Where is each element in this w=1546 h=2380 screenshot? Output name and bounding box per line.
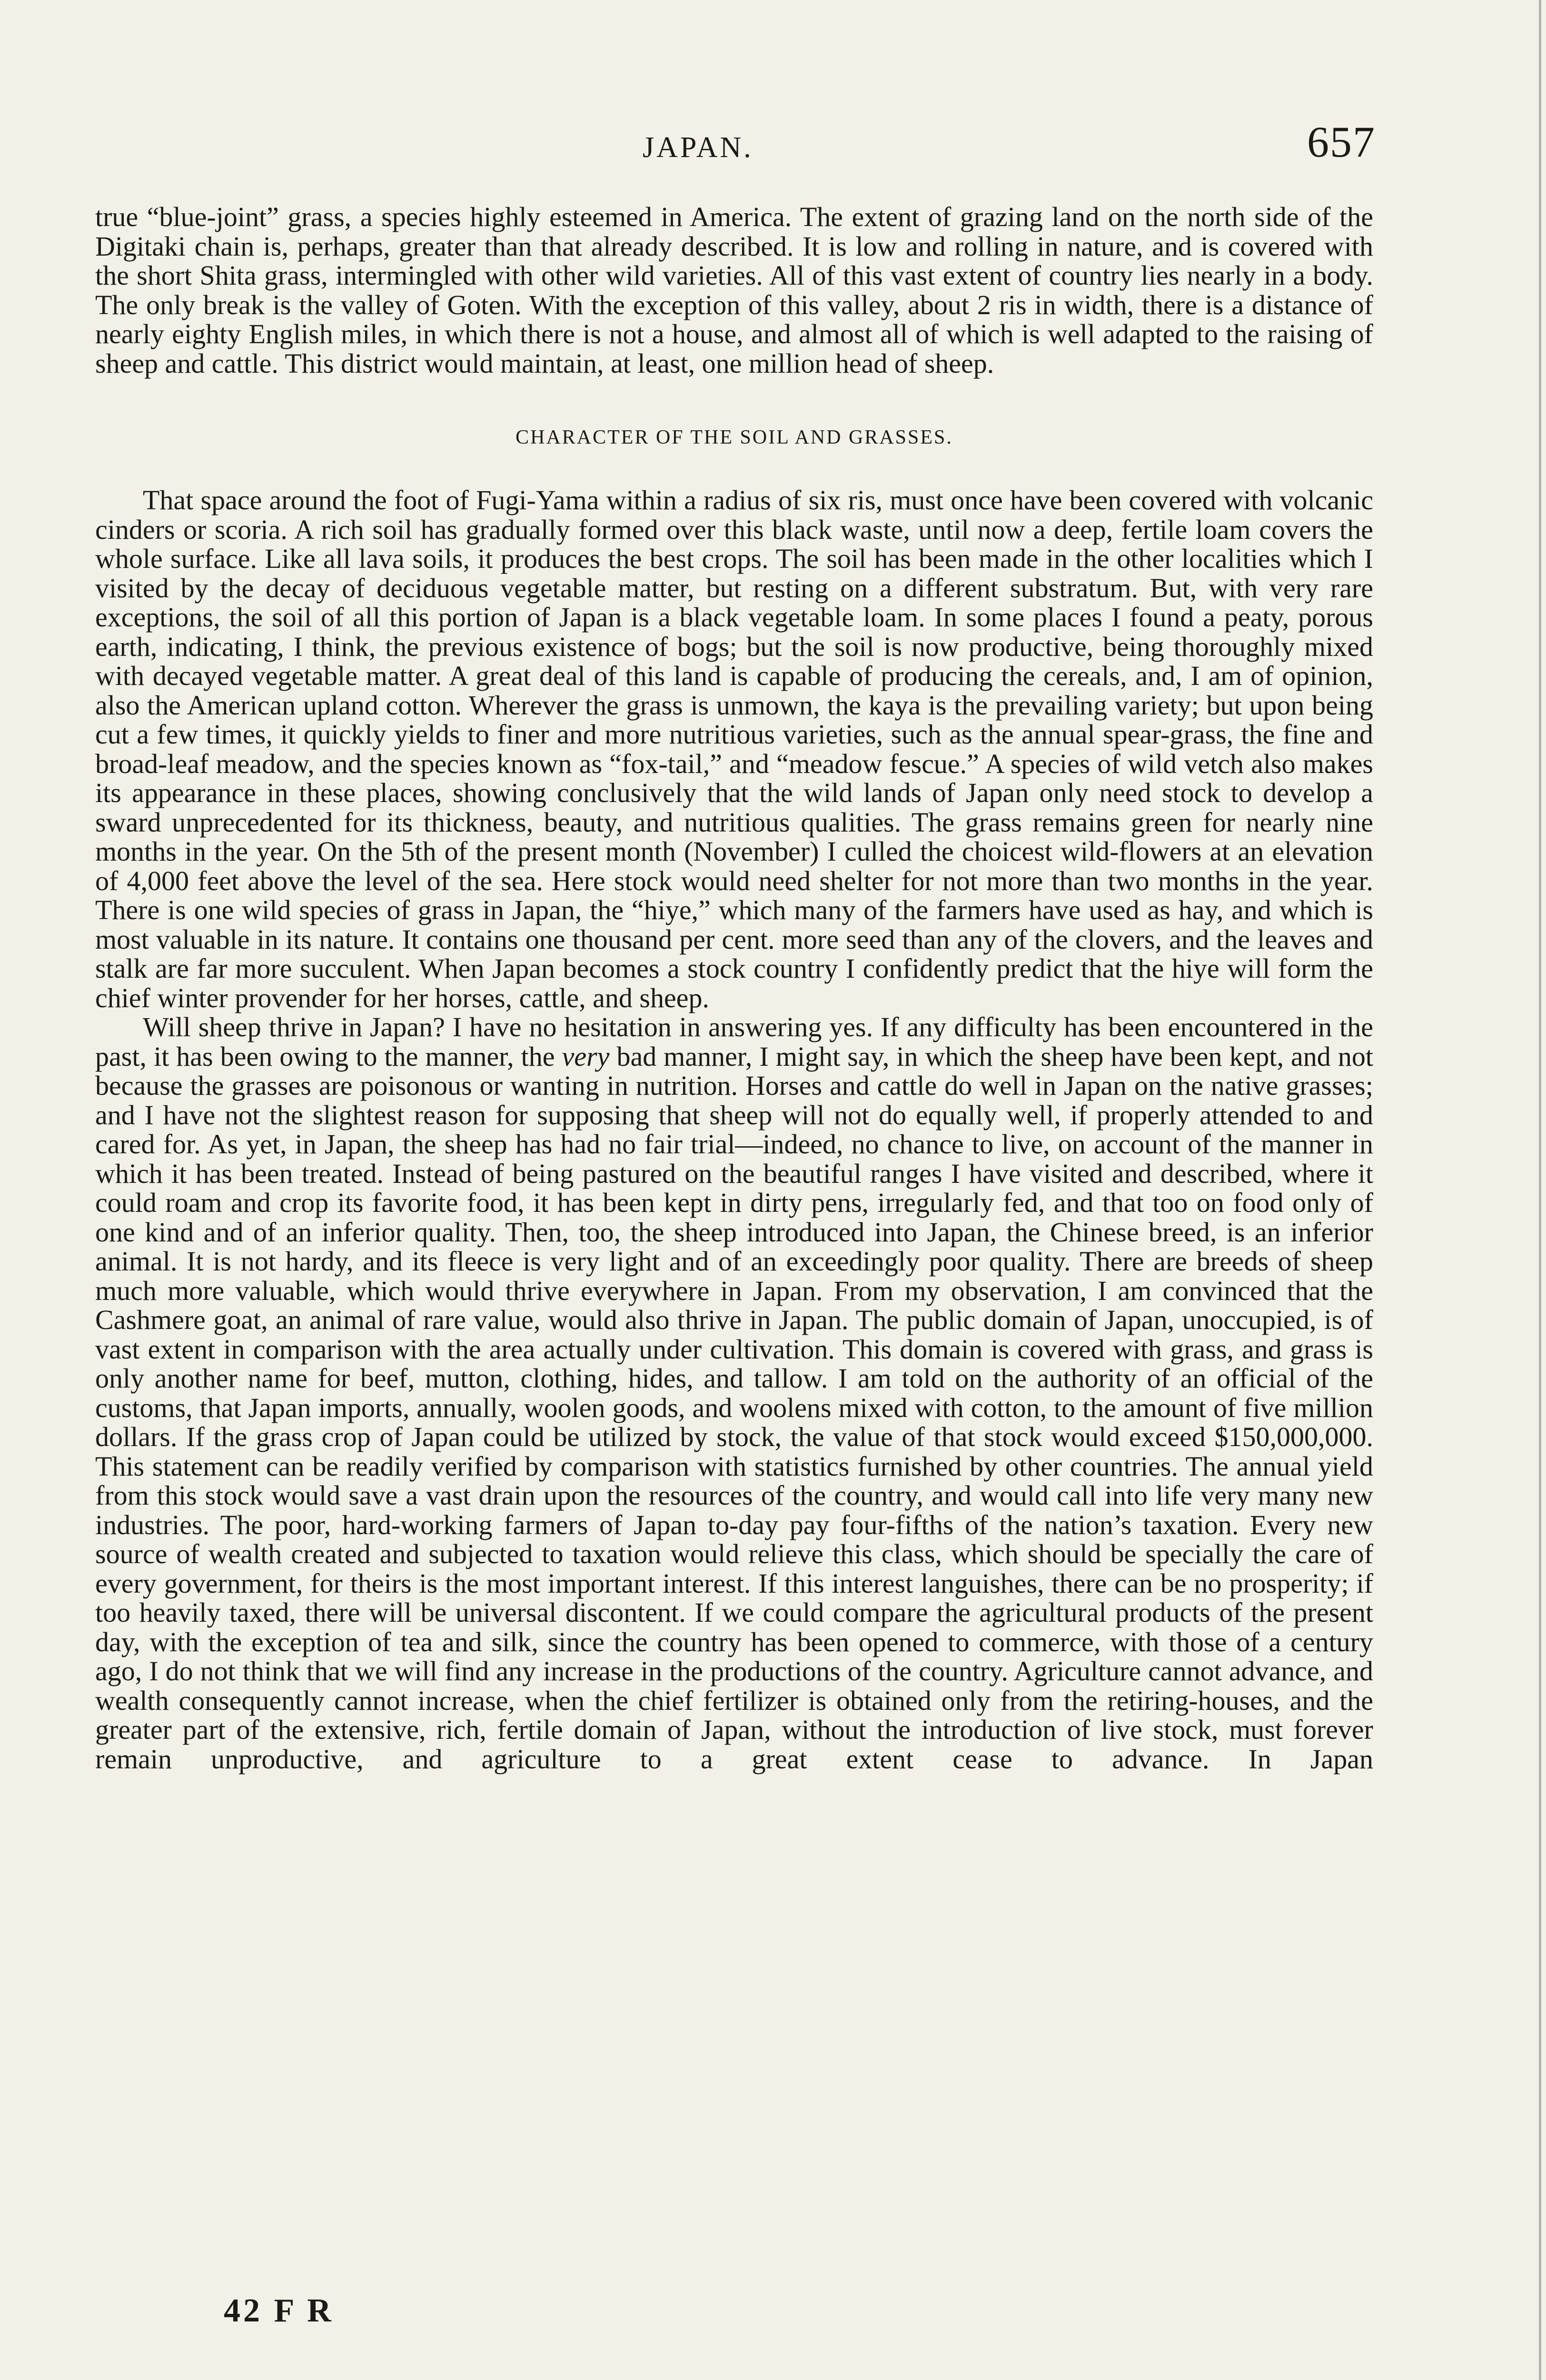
- paragraph-grazing-land: true “blue-joint” grass, a species highly esteemed in America. The extent of grazing land on the north side of the Digitaki chain is, perhaps, greater than that already described. It is low and rolling in nature, and is covered with the short Shita grass, intermingled with other wild varieties. All of this vast extent of country lies nearly in a body. The only break is the valley of Goten. With the exception of this valley, about 2 ris in width, there is a distance of nearly eighty English miles, in which there is not a house, and almost all of which is well adapted to the raising of sheep and cattle. This district would maintain, at least, one million head of sheep.: [95, 201, 1373, 379]
- section-heading: CHARACTER OF THE SOIL AND GRASSES.: [515, 426, 953, 448]
- paragraph-sheep-text-end: bad manner, I might say, in which the sheep have been kept, and not because the grasses are poisonous or wanting in nutrition. Horses and cattle do well in Japan on the native grasses; and I have not the slightest reason for supposing that sheep will not do equally well, if properly attended to and cared for. As yet, in Japan, the sheep has had no fair trial—indeed, no chance to live, on account of the manner in which it has been treated. Instead of being pastured on the beautiful ranges I have visited and described, where it could roam and crop its favorite food, it has been kept in dirty pens, irregularly fed, and that too on food only of one kind and of an inferior quality. Then, too, the sheep introduced into Japan, the Chinese breed, is an inferior animal. It is not hardy, and its fleece is very light and of an exceedingly poor quality. There are breeds of sheep much more valuable, which would thrive everywhere in Japan. From my observation, I am convinced that the Cashmere goat, an animal of rare value, would also thrive in Japan. The public domain of Japan, unoccupied, is of vast extent in comparison with the area actually under cultivation. This domain is covered with grass, and grass is only another name for beef, mutton, clothing, hides, and tallow. I am told on the authority of an official of the customs, that Japan imports, annually, woolen goods, and woolens mixed with cotton, to the amount of five million dollars. If the grass crop of Japan could be utilized by stock, the value of that stock would exceed $150,000,000. This statement can be readily verified by comparison with statistics furnished by other countries. The annual yield from this stock would save a vast drain upon the resources of the country, and would call into life very many new industries. The poor, hard-working farmers of Japan to-day pay four-fifths of the nation’s taxation. Every new source of wealth created and subjected to taxation would relieve this class, which should be specially the care of every government, for theirs is the most important interest. If this interest languishes, there can be no prosperity; if too heavily taxed, there will be universal discontent. If we could compare the agricultural products of the present day, with the exception of tea and silk, since the country has been opened to commerce, with those of a century ago, I do not think that we will find any increase in the productions of the country. Agriculture cannot advance, and wealth consequently cannot increase, when the chief fertilizer is obtained only from the retiring-houses, and the greater part of the extensive, rich, fertile domain of Japan, without the introduction of live stock, must forever remain unproductive, and agriculture to a great extent cease to advance. In Japan: [95, 1041, 1373, 1775]
- paragraph-soil-and-grasses: That space around the foot of Fugi-Yama within a radius of six ris, must once have been covered with volcanic cinders or scoria. A rich soil has gradually formed over this black waste, until now a deep, fertile loam covers the whole surface. Like all lava soils, it produces the best crops. The soil has been made in the other localities which I visited by the decay of deciduous vegetable matter, but resting on a different substratum. But, with very rare exceptions, the soil of all this portion of Japan is a black vegetable loam. In some places I found a peaty, porous earth, indicating, I think, the previous existence of bogs; but the soil is now productive, being thoroughly mixed with decayed vegetable matter. A great deal of this land is capable of producing the cereals, and, I am of opinion, also the American upland cotton. Wherever the grass is unmown, the kaya is the prevailing variety; but upon being cut a few times, it quickly yields to finer and more nutritious varieties, such as the annual spear-grass, the fine and broad-leaf meadow, and the species known as “fox-tail,” and “meadow fescue.” A species of wild vetch also makes its appearance in these places, showing conclusively that the wild lands of Japan only need stock to develop a sward unprecedented for its thickness, beauty, and nutritious qualities. The grass remains green for nearly nine months in the year. On the 5th of the present month (November) I culled the choicest wild-flowers at an elevation of 4,000 feet above the level of the sea. Here stock would need shelter for not more than two months in the year. There is one wild species of grass in Japan, the “hiye,” which many of the farmers have used as hay, and which is most valuable in its nature. It contains one thousand per cent. more seed than any of the clovers, and the leaves and stalk are far more succulent. When Japan becomes a stock country I confidently predict that the hiye will form the chief winter provender for her horses, cattle, and sheep.: [95, 485, 1373, 1013]
- page-edge-rule: [1539, 0, 1541, 2380]
- printer-signature-mark: 42 F R: [224, 2292, 334, 2329]
- running-title: JAPAN.: [643, 131, 753, 164]
- page-number: 657: [1307, 118, 1376, 166]
- paragraph-sheep-in-japan: [95, 1012, 1373, 1774]
- paragraph-sheep-text-start: Will sheep thrive in Japan? I have no hesitation in answering yes. If any difficulty has been encountered in the past, it has been owing to the manner, the: [95, 1012, 1373, 1072]
- body-text: [95, 202, 1373, 1774]
- emphasized-word: very: [562, 1041, 610, 1072]
- running-head: [95, 117, 1380, 169]
